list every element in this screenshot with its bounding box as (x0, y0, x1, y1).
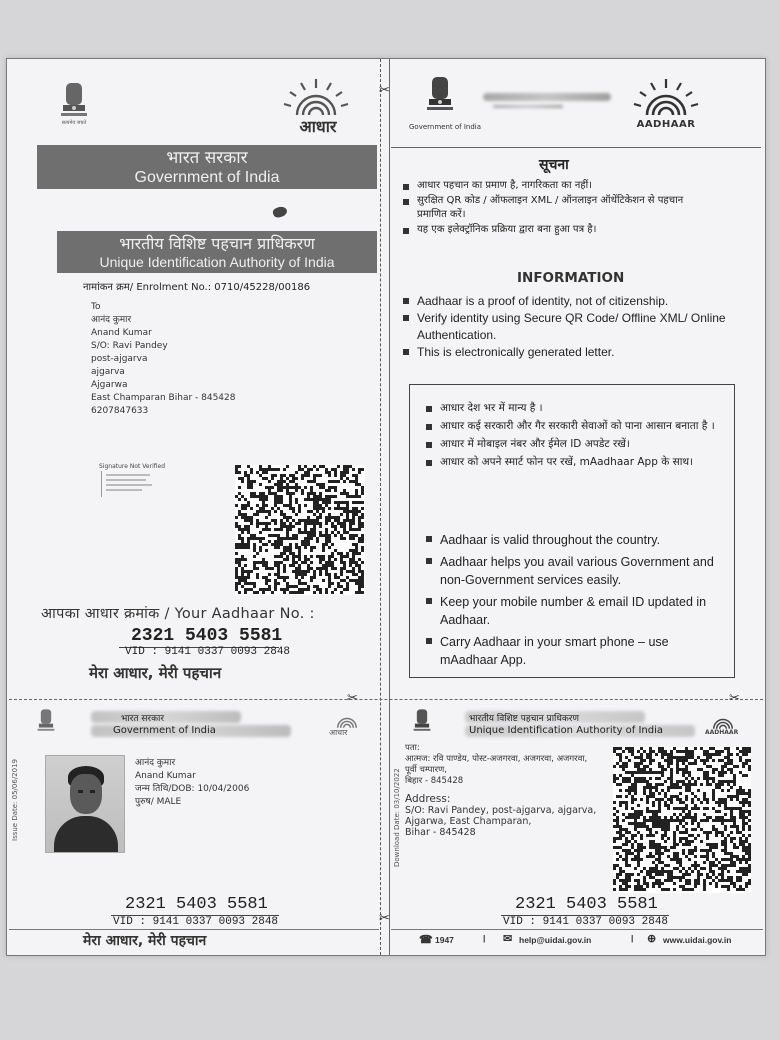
help-email: help@uidai.gov.in (519, 935, 592, 945)
card-tagline: मेरा आधार, मेरी पहचान (83, 933, 207, 949)
aadhaar-logo-icon (625, 75, 707, 119)
box-item: Carry Aadhaar in your smart phone – use mAadhaar App. (426, 633, 716, 669)
info-item: Verify identity using Secure QR Code/ Offline XML/ Online Authentication. (403, 310, 733, 344)
address-line: S/O: Ravi Pandey (91, 341, 168, 351)
card-uidai-hindi: भारतीय विशिष्ट पहचान प्राधिकरण (469, 714, 579, 724)
address-line: पूर्वी चम्पारण, (405, 765, 447, 775)
redacted-text (493, 105, 563, 108)
notice-item: यह एक इलेक्ट्रॉनिक प्रक्रिया द्वारा बना हुआ पत्र है। (403, 223, 703, 238)
scissor-icon: ✂ (379, 83, 390, 98)
gov-hindi: भारत सरकार (166, 148, 248, 168)
info-item: Aadhaar is a proof of identity, not of citizenship. (403, 293, 733, 310)
address-line: post-ajgarva (91, 354, 148, 364)
notice-title-hindi: सूचना (539, 157, 569, 173)
address-line: आनंद कुमार (91, 315, 132, 325)
notice-item: सुरक्षित QR कोड / ऑफलाइन XML / ऑनलाइन ऑथेंटिकेशन से पहचान प्रमाणित करें। (403, 194, 703, 223)
national-emblem-icon (35, 707, 57, 739)
box-item: Aadhaar is valid throughout the country. (426, 531, 716, 549)
signature-status: Signature Not Verified (99, 463, 166, 470)
aadhaar-number-label: आपका आधार क्रमांक / Your Aadhaar No. : (41, 606, 315, 622)
address-line: Ajgarwa, East Champaran, (405, 816, 532, 827)
address-line: Anand Kumar (91, 328, 152, 338)
separator: | (483, 933, 486, 943)
notice-hindi-list (403, 179, 703, 237)
box-item: आधार में मोबाइल नंबर और ईमेल ID अपडेट रखें। (426, 437, 716, 452)
card-back-aadhaar-number: 2321 5403 5581 (515, 895, 658, 914)
info-box (409, 384, 735, 678)
address-line: ajgarva (91, 367, 125, 377)
name-hindi: आनंद कुमार (135, 758, 176, 768)
box-item: आधार कई सरकारी और गैर सरकारी सेवाओं को पाना आसान बनाता है । (426, 419, 716, 434)
box-item: Keep your mobile number & email ID updated in Aadhaar. (426, 593, 716, 629)
divider (391, 929, 763, 930)
aadhaar-logo-text: आधार (299, 117, 337, 136)
gender: पुरुष/ MALE (135, 797, 182, 807)
address-line: To (91, 302, 101, 312)
tagline: मेरा आधार, मेरी पहचान (89, 664, 222, 682)
digital-signature-mark (101, 471, 162, 497)
gov-label-small: Government of India (409, 123, 482, 131)
aadhaar-letter-sheet (6, 58, 766, 956)
svg-text:सत्यमेव जयते: सत्यमेव जयते (61, 120, 87, 126)
photo (45, 755, 125, 853)
aadhaar-logo-icon (703, 709, 743, 731)
address-english (405, 805, 609, 838)
scissor-icon: ✂ (379, 911, 390, 926)
address-line: आत्मज: रवि पाण्डेय, पोस्ट-अजगरवा, अजगरवा, अजगरवा, (405, 754, 588, 764)
info-item: This is electronically generated letter. (403, 344, 733, 361)
box-english-list (426, 531, 716, 669)
issue-date: Issue Date: 05/06/2019 (11, 759, 19, 841)
card-aadhaar-number: 2321 5403 5581 (125, 895, 268, 914)
qr-code-icon (235, 465, 365, 595)
download-date: Download Date: 03/10/2022 (393, 768, 401, 867)
mail-icon: ✉ (503, 933, 513, 945)
address-line: 6207847633 (91, 406, 149, 416)
box-hindi-list (426, 401, 716, 470)
uidai-english: Unique Identification Authority of India (99, 254, 335, 270)
card-details (135, 757, 249, 809)
helpline-number: 1947 (435, 935, 454, 945)
box-item: Aadhaar helps you avail various Government and non-Government services easily. (426, 553, 716, 589)
scissor-icon: ✂ (729, 691, 740, 706)
card-gov-english: Government of India (113, 725, 216, 736)
recipient-address (91, 301, 271, 418)
address-line: East Champaran Bihar - 845428 (91, 393, 236, 403)
banner-shade (91, 711, 241, 723)
globe-icon: ⊕ (647, 933, 657, 945)
notice-item: आधार पहचान का प्रमाण है, नागरिकता का नहीं। (403, 179, 703, 194)
address-label: Address: (405, 793, 451, 805)
vid-number: VID : 9141 0337 0093 2848 (125, 646, 291, 658)
address-line: पता: (405, 743, 420, 753)
enrolment-number: नामांकन क्रम/ Enrolment No.: 0710/45228/00186 (83, 282, 311, 293)
redacted-text (483, 93, 611, 101)
cut-line (9, 699, 763, 700)
scissor-icon: ✂ (347, 691, 358, 706)
address-line: Ajgarwa (91, 380, 128, 390)
contact-footer (419, 933, 759, 949)
vertical-fold-line (380, 59, 381, 955)
phone-icon: ☎ (419, 934, 433, 946)
card-back-vid: VID : 9141 0337 0093 2848 (503, 916, 669, 928)
address-hindi (405, 743, 615, 787)
national-emblem-icon (423, 75, 457, 121)
ink-spot (272, 205, 289, 219)
uidai-banner (57, 231, 377, 273)
card-vid: VID : 9141 0337 0093 2848 (113, 916, 279, 928)
box-item: आधार देश भर में मान्य है । (426, 401, 716, 416)
info-title: INFORMATION (517, 270, 625, 286)
address-line: बिहार - 845428 (405, 776, 464, 786)
divider (391, 147, 761, 148)
box-item: आधार को अपने स्मार्ट फोन पर रखें, mAadhaar App के साथ। (426, 455, 716, 470)
national-emblem-icon (57, 81, 91, 127)
aadhaar-logo-text: AADHAAR (636, 119, 696, 130)
date-of-birth: जन्म तिथि/DOB: 10/04/2006 (135, 784, 250, 794)
card-uidai-english: Unique Identification Authority of India (469, 725, 664, 736)
gov-english: Government of India (134, 169, 280, 186)
aadhaar-logo-text: AADHAAR (705, 729, 739, 736)
address-line: Bihar - 845428 (405, 827, 476, 838)
aadhaar-logo-text: आधार (329, 728, 348, 737)
qr-code-icon (613, 747, 751, 893)
gov-banner (37, 145, 377, 189)
address-line: S/O: Ravi Pandey, post-ajgarva, ajgarva, (405, 805, 597, 816)
card-gov-hindi: भारत सरकार (121, 714, 165, 724)
aadhaar-number: 2321 5403 5581 (131, 626, 283, 646)
name-english: Anand Kumar (135, 771, 196, 781)
separator: | (631, 933, 634, 943)
info-english-list (403, 293, 733, 361)
national-emblem-icon (411, 707, 433, 739)
divider (9, 929, 379, 930)
website: www.uidai.gov.in (663, 935, 732, 945)
uidai-hindi: भारतीय विशिष्ट पहचान प्राधिकरण (119, 234, 315, 253)
vertical-divider (389, 59, 390, 955)
